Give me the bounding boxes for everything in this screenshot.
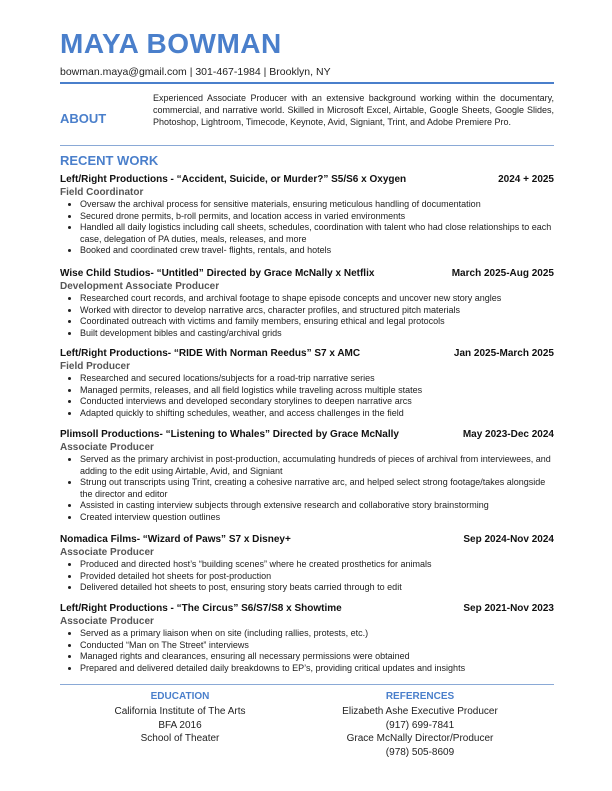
job-entry [60,428,554,524]
job-bullet: • Adapted quickly to shifting schedules, weather, and access challenges in the field [80,408,554,420]
job-bullets [60,454,554,524]
job-dates: Sep 2024-Nov 2024 [463,534,554,545]
job-entry [60,533,554,594]
references-line: (978) 505-8609 [385,746,455,758]
job-bullet: • Provided detailed hot sheets for post-production [80,571,554,583]
job-bullets [60,559,554,594]
job-header [60,602,554,615]
job-bullet: • Created interview question outlines [80,512,554,524]
recent-work-heading: RECENT WORK [60,153,159,168]
job-entry [60,267,554,339]
job-bullet: • Prepared and delivered detailed daily breakdowns to EP’s, providing critical updates and insights [80,663,554,675]
job-bullet: • Booked and coordinated crew travel- flights, rentals, and hotels [80,245,554,257]
job-bullet: • Strung out transcripts using Trint, creating a cohesive narrative arc, and helped select strong footage/takes alongside the director and editor [80,477,554,500]
job-dates: May 2023-Dec 2024 [462,429,554,440]
job-header [60,533,554,546]
education-line: School of Theater [140,733,220,744]
about-heading: ABOUT [60,111,107,126]
job-bullets [60,199,554,257]
job-bullet: • Produced and directed host’s “building scenes” where he created prosthetics for animals [80,559,554,571]
job-bullet: • Coordinated outreach with victims and family members, ensuring ethical and legal protocols [80,316,554,328]
job-bullet: • Secured drone permits, b-roll permits, and location access in varied environments [80,211,554,223]
resume-name: MAYA BOWMAN [60,28,282,59]
education-heading: EDUCATION [150,691,210,702]
job-header [60,267,554,280]
job-bullets [60,373,554,419]
job-bullet: • Oversaw the archival process for sensitive materials, ensuring meticulous handling of documentation [80,199,554,211]
job-entry [60,173,554,257]
job-role: Associate Producer [60,616,154,627]
job-bullet: • Assisted in casting interview subjects through extensive research and collaborative story brainstorming [80,500,554,512]
about-divider [60,145,554,146]
job-dates: Jan 2025-March 2025 [453,348,554,359]
job-bullet: • Handled all daily logistics including call sheets, schedules, coordination with talent who had close relationships to each case, delegation of PA duties, meals, releases, and more [80,222,554,245]
job-header [60,428,554,441]
job-title: Left/Right Productions - “The Circus” S6/S7/S8 x Showtime [60,603,342,614]
job-bullet: • Managed permits, releases, and all field logistics while traveling across multiple states [80,385,554,397]
job-header [60,173,554,186]
job-bullet: • Delivered detailed hot sheets to post, ensuring story beats carried through to edit [80,582,554,594]
job-title: Nomadica Films- “Wizard of Paws” S7 x Disney+ [60,534,291,545]
job-bullet: • Managed rights and clearances, ensuring all necessary permissions were obtained [80,651,554,663]
job-entry [60,347,554,419]
job-entry [60,602,554,674]
references-line: Elizabeth Ashe Executive Producer [342,706,498,717]
job-bullet: • Served as a primary liaison when on site (including rallies, protests, etc.) [80,628,554,640]
education-line: California Institute of The Arts [114,706,246,717]
job-role: Development Associate Producer [60,281,220,292]
job-header [60,347,554,360]
references-heading: REFERENCES [385,691,455,702]
job-title: Left/Right Productions - “Accident, Suicide, or Murder?” S5/S6 x Oxygen [60,174,407,185]
job-bullet: • Served as the primary archivist in post-production, accumulating hundreds of pieces of archival from interviewees, and adding to the edit using Airtable, Avid, and Signiant [80,454,554,477]
job-bullet: • Conducted “Man on The Street” interviews [80,640,554,652]
education-line: BFA 2016 [158,719,202,731]
job-bullet: • Researched court records, and archival footage to shape episode concepts and uncover new story angles [80,293,554,305]
job-title: Plimsoll Productions- “Listening to Whales” Directed by Grace McNally [60,429,399,440]
contact-line: bowman.maya@gmail.com | 301-467-1984 | Brooklyn, NY [60,66,331,78]
job-dates: Sep 2021-Nov 2023 [463,603,554,614]
references-line: Grace McNally Director/Producer [346,733,494,744]
job-dates: 2024 + 2025 [498,174,554,185]
job-role: Field Producer [60,361,131,372]
job-bullet: • Researched and secured locations/subjects for a road-trip narrative series [80,373,554,385]
job-title: Wise Child Studios- “Untitled” Directed by Grace McNally x Netflix [60,268,375,279]
job-role: Associate Producer [60,442,154,453]
job-bullet: • Worked with director to develop narrative arcs, character profiles, and structured pitch materials [80,305,554,317]
about-text: Experienced Associate Producer with an extensive background working within the documentary, commercial, and narrative world. Skilled in Microsoft Excel, Airtable, Google Sheets, Google Slides, Photoshop, Lightroom, Timecode, Keynote, Avid, Signiant, Trint, and Adobe Premiere Pro. [153,93,554,128]
references-line: (917) 699-7841 [385,719,455,731]
job-title: Left/Right Productions- “RIDE With Norman Reedus” S7 x AMC [60,348,361,359]
header-divider [60,82,554,84]
job-role: Field Coordinator [60,187,144,198]
job-bullet: • Built development bibles and casting/archival grids [80,328,554,340]
job-dates: March 2025-Aug 2025 [451,268,554,279]
job-role: Associate Producer [60,547,154,558]
job-bullets [60,628,554,674]
job-bullet: • Conducted interviews and developed secondary storylines to deepen narrative arcs [80,396,554,408]
footer-divider [60,684,554,685]
job-bullets [60,293,554,339]
